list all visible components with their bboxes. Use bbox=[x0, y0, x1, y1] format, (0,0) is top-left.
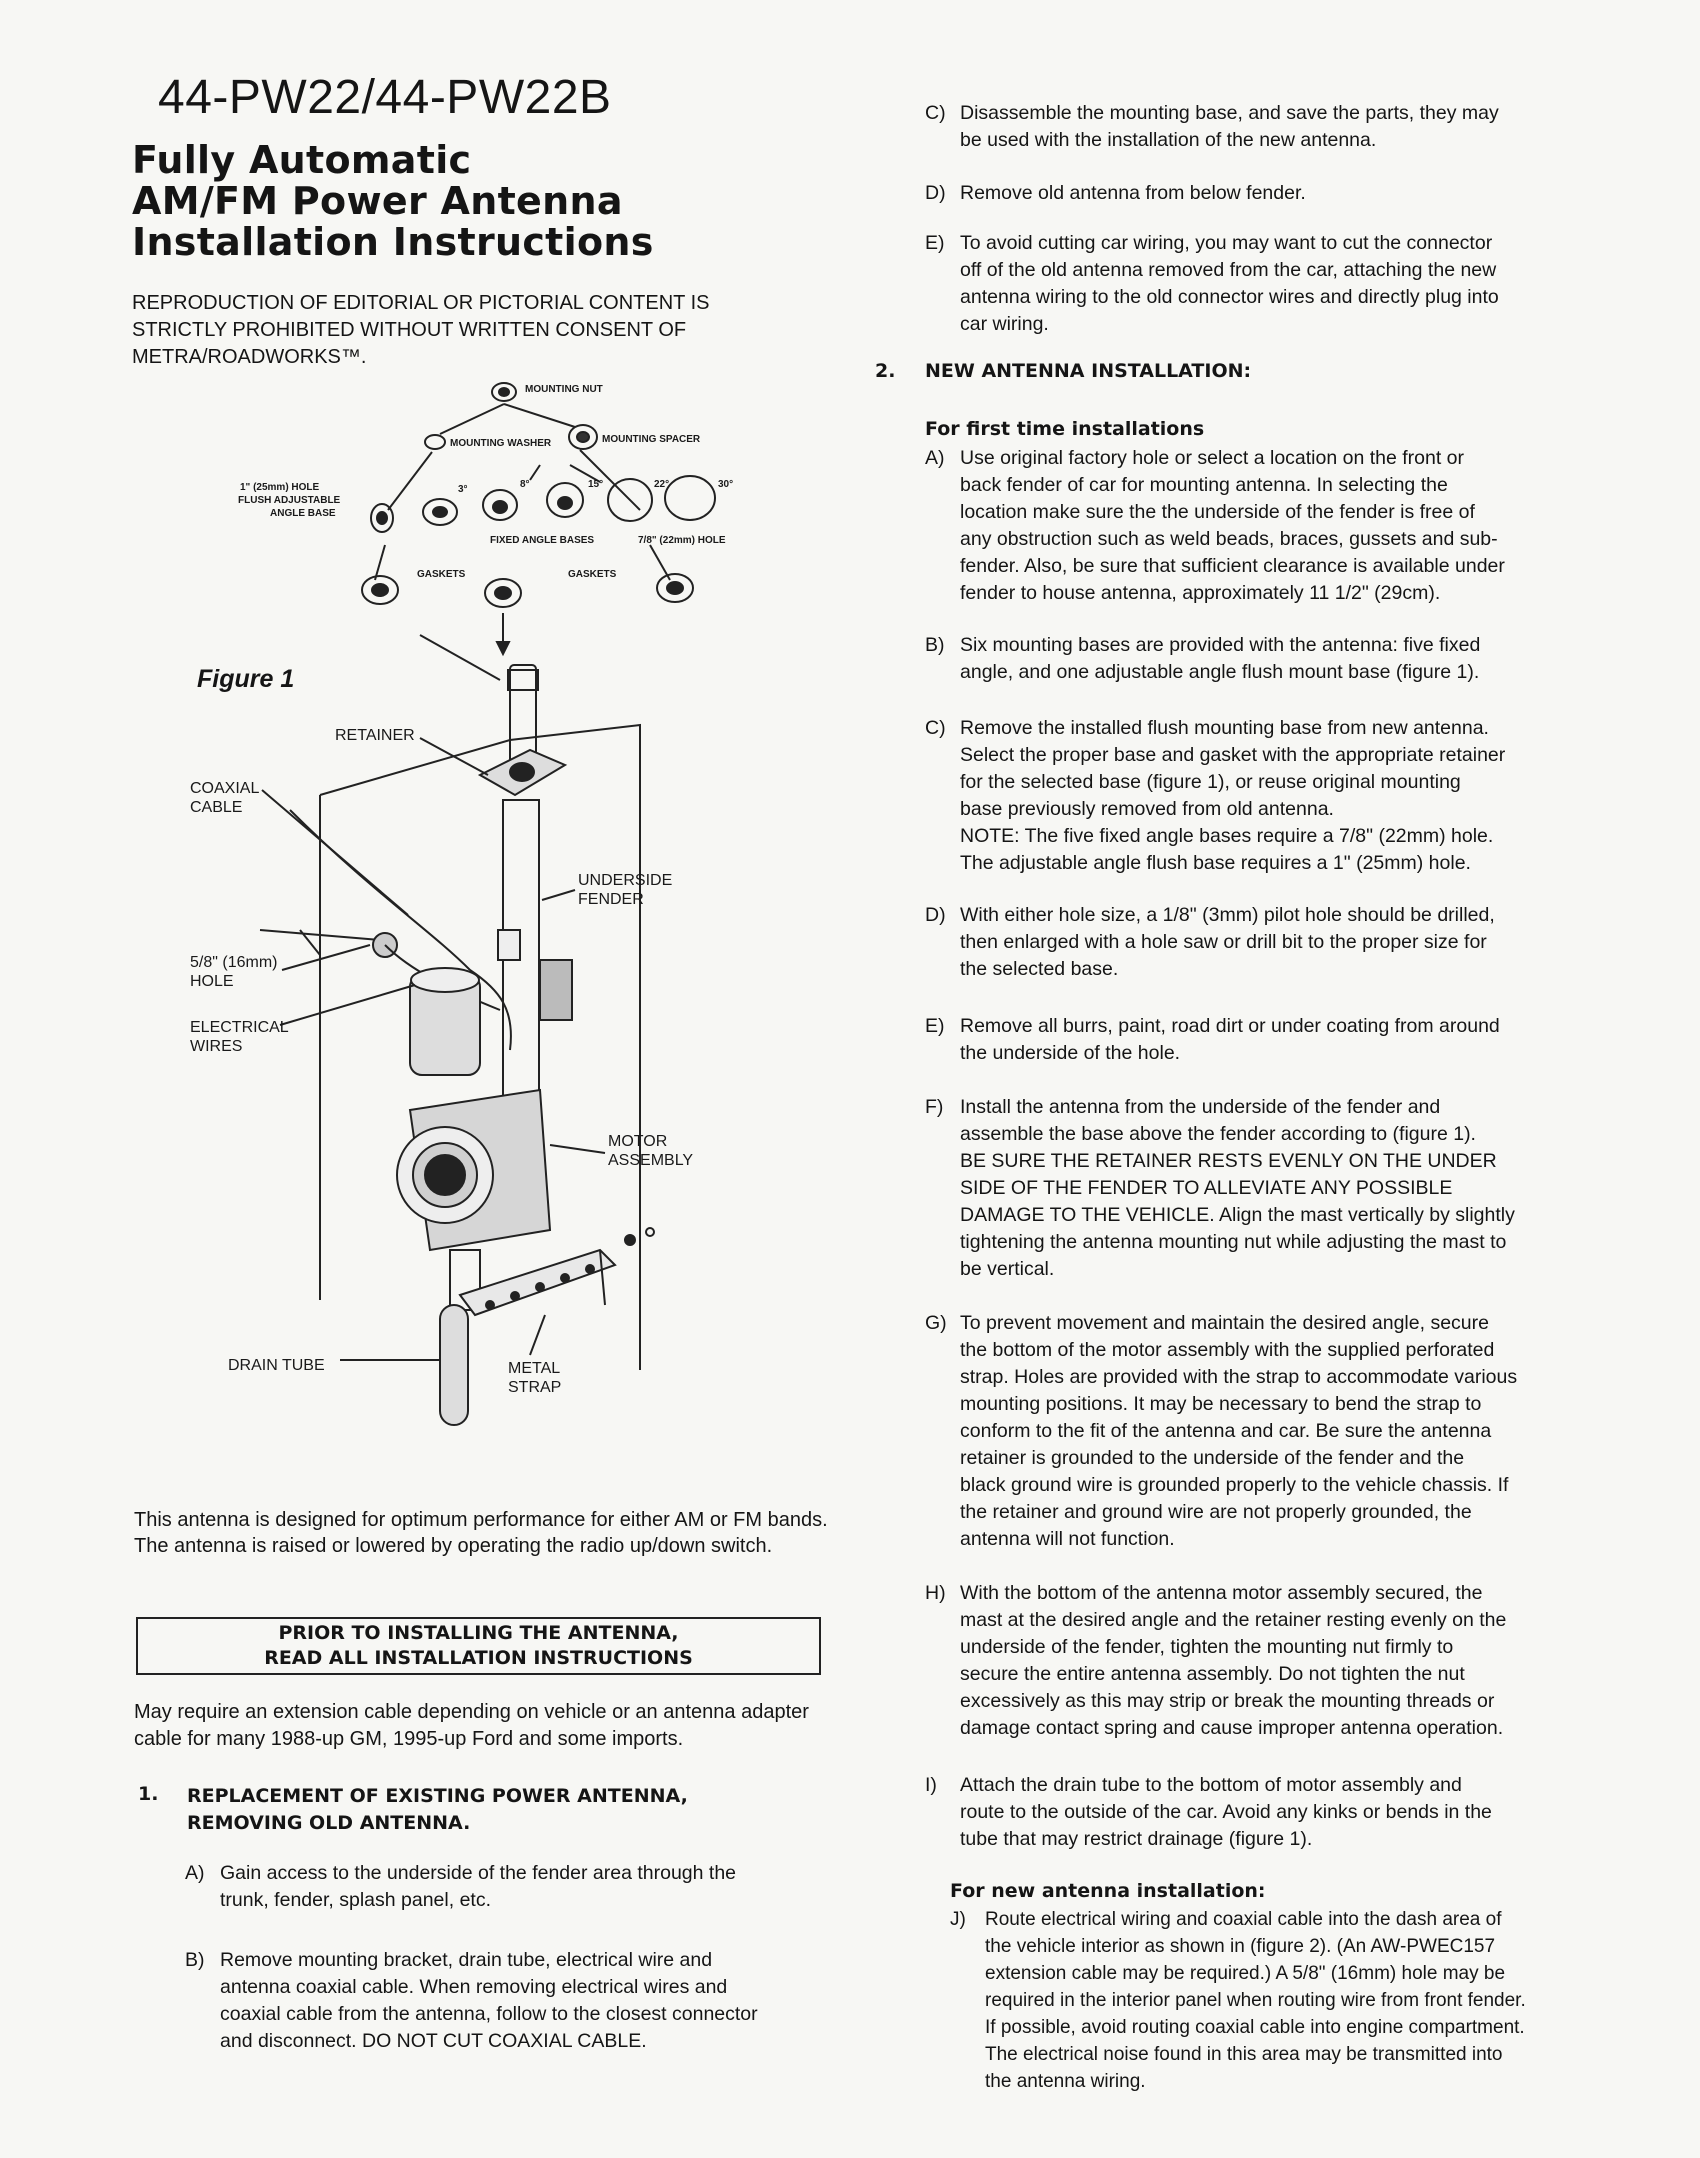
step-line: fender. Also, be sure that sufficient clearance is available under bbox=[960, 555, 1505, 577]
copyright-notice: REPRODUCTION OF EDITORIAL OR PICTORIAL CONTENT IS STRICTLY PROHIBITED WITHOUT WRITTEN CONSENT OF METRA/ROADWORKS™. bbox=[132, 292, 710, 368]
section-2-subheading-new: For new antenna installation: bbox=[950, 1880, 1266, 1902]
gaskets-left-label: GASKETS bbox=[417, 569, 466, 580]
step-line: fender to house antenna, approximately 11 1/2" (29cm). bbox=[960, 582, 1441, 604]
coaxial-cable-label-2: CABLE bbox=[190, 799, 243, 816]
title-line-1: Fully Automatic bbox=[132, 138, 472, 182]
step-line: Select the proper base and gasket with the appropriate retainer bbox=[960, 744, 1506, 766]
step-line: strap. Holes are provided with the strap to accommodate various bbox=[960, 1366, 1518, 1388]
step-line: be used with the installation of the new antenna. bbox=[960, 129, 1377, 151]
step-line: tube that may restrict drainage (figure 1). bbox=[960, 1828, 1313, 1850]
title-line-2: AM/FM Power Antenna bbox=[132, 179, 623, 223]
step-line: retainer is grounded to the underside of the fender and the bbox=[960, 1447, 1465, 1469]
step-line: The electrical noise found in this area may be transmitted into bbox=[985, 2044, 1503, 2065]
gaskets-right-label: GASKETS bbox=[568, 569, 617, 580]
step-line: underside of the fender, tighten the mounting nut firmly to bbox=[960, 1636, 1454, 1658]
section-2-number: 2. bbox=[875, 360, 896, 382]
section-2-title: NEW ANTENNA INSTALLATION: bbox=[925, 360, 1252, 382]
step-line: coaxial cable from the antenna, follow to the closest connector bbox=[220, 2003, 758, 2025]
step-line: the retainer and ground wire are not properly grounded, the bbox=[960, 1501, 1472, 1523]
angle-30-label: 30° bbox=[718, 479, 734, 490]
step-letter: I) bbox=[925, 1774, 937, 1796]
step-line: then enlarged with a hole saw or drill bit to the proper size for bbox=[960, 931, 1487, 953]
warning-line-1: PRIOR TO INSTALLING THE ANTENNA, bbox=[278, 1622, 679, 1644]
metal-strap-label-1: METAL bbox=[508, 1360, 561, 1377]
warning-box bbox=[136, 1617, 821, 1675]
step-line: Gain access to the underside of the fender area through the bbox=[220, 1862, 737, 1884]
step-line: NOTE: The five fixed angle bases require a 7/8" (22mm) hole. bbox=[960, 825, 1494, 847]
figure-label: Figure 1 bbox=[197, 665, 295, 693]
step-line: base previously removed from old antenna. bbox=[960, 798, 1334, 820]
coaxial-cable-label-1: COAXIAL bbox=[190, 780, 260, 797]
step-letter: D) bbox=[925, 182, 946, 204]
electrical-wires-label-2: WIRES bbox=[190, 1038, 243, 1055]
step-line: Remove mounting bracket, drain tube, electrical wire and bbox=[220, 1949, 713, 1971]
document-title bbox=[132, 140, 654, 263]
step-line: Use original factory hole or select a location on the front or bbox=[960, 447, 1465, 469]
step-line: SIDE OF THE FENDER TO ALLEVIATE ANY POSSIBLE bbox=[960, 1177, 1453, 1199]
step-line: antenna will not function. bbox=[960, 1528, 1175, 1550]
step-line: Install the antenna from the underside of the fender and bbox=[960, 1096, 1441, 1118]
step-line: tightening the antenna mounting nut while adjusting the mast to bbox=[960, 1231, 1507, 1253]
step-letter: E) bbox=[925, 1015, 945, 1037]
step-line: Remove all burrs, paint, road dirt or under coating from around bbox=[960, 1015, 1500, 1037]
step-line: route to the outside of the car. Avoid any kinks or bends in the bbox=[960, 1801, 1492, 1823]
step-line: mounting positions. It may be necessary to bend the strap to bbox=[960, 1393, 1482, 1415]
fender-panel bbox=[260, 665, 654, 1425]
step-letter: H) bbox=[925, 1582, 946, 1604]
step-line: To avoid cutting car wiring, you may want to cut the connector bbox=[960, 232, 1493, 254]
step-letter: J) bbox=[950, 1909, 966, 1930]
section-1-step-b bbox=[185, 1947, 825, 2057]
step-letter: C) bbox=[925, 717, 946, 739]
step-letter: G) bbox=[925, 1312, 947, 1334]
section-1-number: 1. bbox=[138, 1783, 159, 1805]
step-line: Remove the installed flush mounting base from new antenna. bbox=[960, 717, 1489, 739]
underside-fender-label-2: FENDER bbox=[578, 891, 644, 908]
flush-hole-label-2: FLUSH ADJUSTABLE bbox=[238, 495, 341, 506]
step-letter: A) bbox=[185, 1862, 205, 1884]
section-1-title: REPLACEMENT OF EXISTING POWER ANTENNA, REMOVING OLD ANTENNA. bbox=[187, 1785, 688, 1834]
step-line: car wiring. bbox=[960, 313, 1049, 335]
step-letter: A) bbox=[925, 447, 945, 469]
step-line: conform to the fit of the antenna and car. Be sure the antenna bbox=[960, 1420, 1492, 1442]
retainer-label: RETAINER bbox=[335, 727, 415, 744]
step-line: extension cable may be required.) A 5/8" (16mm) hole may be bbox=[985, 1963, 1506, 1984]
mounting-washer-label: MOUNTING WASHER bbox=[450, 438, 552, 449]
model-number: 44-PW22/44-PW22B bbox=[158, 71, 612, 124]
section-1-step-a bbox=[185, 1860, 825, 1920]
step-line: for the selected base (figure 1), or reuse original mounting bbox=[960, 771, 1461, 793]
step-line: angle, and one adjustable angle flush mount base (figure 1). bbox=[960, 661, 1480, 683]
angle-22-label: 22° bbox=[654, 479, 670, 490]
fixed-angle-bases-label: FIXED ANGLE BASES bbox=[490, 535, 595, 546]
exploded-parts bbox=[362, 383, 715, 680]
hole-58-label-1: 5/8" (16mm) bbox=[190, 954, 278, 971]
step-line: the underside of the hole. bbox=[960, 1042, 1181, 1064]
step-line: required in the interior panel when routing wire from front fender. bbox=[985, 1990, 1526, 2011]
step-line: Six mounting bases are provided with the antenna: five fixed bbox=[960, 634, 1481, 656]
title-line-3: Installation Instructions bbox=[132, 220, 654, 264]
hole-58-label-2: HOLE bbox=[190, 973, 234, 990]
angle-8-label: 8° bbox=[520, 479, 530, 490]
underside-fender-label-1: UNDERSIDE bbox=[578, 872, 673, 889]
step-letter: D) bbox=[925, 904, 946, 926]
hole-78-label: 7/8" (22mm) HOLE bbox=[638, 535, 726, 546]
step-line: excessively as this may strip or break the mounting threads or bbox=[960, 1690, 1495, 1712]
mounting-spacer-label: MOUNTING SPACER bbox=[602, 434, 701, 445]
step-line: secure the entire antenna assembly. Do not tighten the nut bbox=[960, 1663, 1465, 1685]
step-letter: C) bbox=[925, 102, 946, 124]
step-line: Remove old antenna from below fender. bbox=[960, 182, 1306, 204]
angle-3-label: 3° bbox=[458, 484, 468, 495]
antenna-diagram bbox=[170, 370, 790, 1510]
step-line: back fender of car for mounting antenna. In selecting the bbox=[960, 474, 1448, 496]
step-line: If possible, avoid routing coaxial cable into engine compartment. bbox=[985, 2017, 1525, 2038]
step-line: Attach the drain tube to the bottom of motor assembly and bbox=[960, 1774, 1462, 1796]
step-line: damage contact spring and cause improper antenna operation. bbox=[960, 1717, 1504, 1739]
electrical-wires-label-1: ELECTRICAL bbox=[190, 1019, 289, 1036]
warning-line-2: READ ALL INSTALLATION INSTRUCTIONS bbox=[264, 1647, 693, 1669]
motor-assembly-label-1: MOTOR bbox=[608, 1133, 668, 1150]
step-letter: B) bbox=[925, 634, 945, 656]
step-line: location make sure the the underside of the fender is free of bbox=[960, 501, 1475, 523]
step-letter: E) bbox=[925, 232, 945, 254]
step-line: the selected base. bbox=[960, 958, 1119, 980]
step-line: the bottom of the motor assembly with the supplied perforated bbox=[960, 1339, 1495, 1361]
step-line: Route electrical wiring and coaxial cable into the dash area of bbox=[985, 1909, 1502, 1930]
step-line: assemble the base above the fender according to (figure 1). bbox=[960, 1123, 1476, 1145]
extension-note: May require an extension cable depending on vehicle or an antenna adapter cable for many 1988-up GM, 1995-up Ford and some imports. bbox=[134, 1701, 809, 1750]
angle-15-label: 15° bbox=[588, 479, 604, 490]
motor-assembly-label-2: ASSEMBLY bbox=[608, 1152, 694, 1169]
step-letter: B) bbox=[185, 1949, 205, 1971]
step-line: the antenna wiring. bbox=[985, 2071, 1146, 2092]
step-line: mast at the desired angle and the retainer resting evenly on the bbox=[960, 1609, 1507, 1631]
step-line: antenna wiring to the old connector wires and directly plug into bbox=[960, 286, 1499, 308]
flush-hole-label-1: 1" (25mm) HOLE bbox=[240, 482, 320, 493]
step-line: DAMAGE TO THE VEHICLE. Align the mast vertically by slightly bbox=[960, 1204, 1515, 1226]
step-line: trunk, fender, splash panel, etc. bbox=[220, 1889, 492, 1911]
step-line: antenna coaxial cable. When removing electrical wires and bbox=[220, 1976, 728, 1998]
step-letter: F) bbox=[925, 1096, 944, 1118]
step-line: off of the old antenna removed from the car, attaching the new bbox=[960, 259, 1497, 281]
drain-tube-label: DRAIN TUBE bbox=[228, 1357, 325, 1374]
step-line: With the bottom of the antenna motor assembly secured, the bbox=[960, 1582, 1483, 1604]
step-line: be vertical. bbox=[960, 1258, 1055, 1280]
step-line: With either hole size, a 1/8" (3mm) pilot hole should be drilled, bbox=[960, 904, 1495, 926]
metal-strap-label-2: STRAP bbox=[508, 1379, 562, 1396]
step-line: the vehicle interior as shown in (figure 2). (An AW-PWEC157 bbox=[985, 1936, 1496, 1957]
step-line: Disassemble the mounting base, and save the parts, they may bbox=[960, 102, 1499, 124]
section-2-subheading-first: For first time installations bbox=[925, 418, 1205, 440]
intro-text: This antenna is designed for optimum performance for either AM or FM bands. The antenna is raised or lowered by operating the radio up/down switch. bbox=[134, 1509, 828, 1557]
step-line: BE SURE THE RETAINER RESTS EVENLY ON THE UNDER bbox=[960, 1150, 1497, 1172]
mounting-nut-label: MOUNTING NUT bbox=[525, 384, 603, 395]
flush-hole-label-3: ANGLE BASE bbox=[270, 508, 336, 519]
step-line: any obstruction such as weld beads, braces, gussets and sub- bbox=[960, 528, 1498, 550]
step-line: black ground wire is grounded properly to the vehicle chassis. If bbox=[960, 1474, 1509, 1496]
step-line: To prevent movement and maintain the desired angle, secure bbox=[960, 1312, 1489, 1334]
step-line: The adjustable angle flush base requires a 1" (25mm) hole. bbox=[960, 852, 1471, 874]
step-line: and disconnect. DO NOT CUT COAXIAL CABLE. bbox=[220, 2030, 647, 2052]
